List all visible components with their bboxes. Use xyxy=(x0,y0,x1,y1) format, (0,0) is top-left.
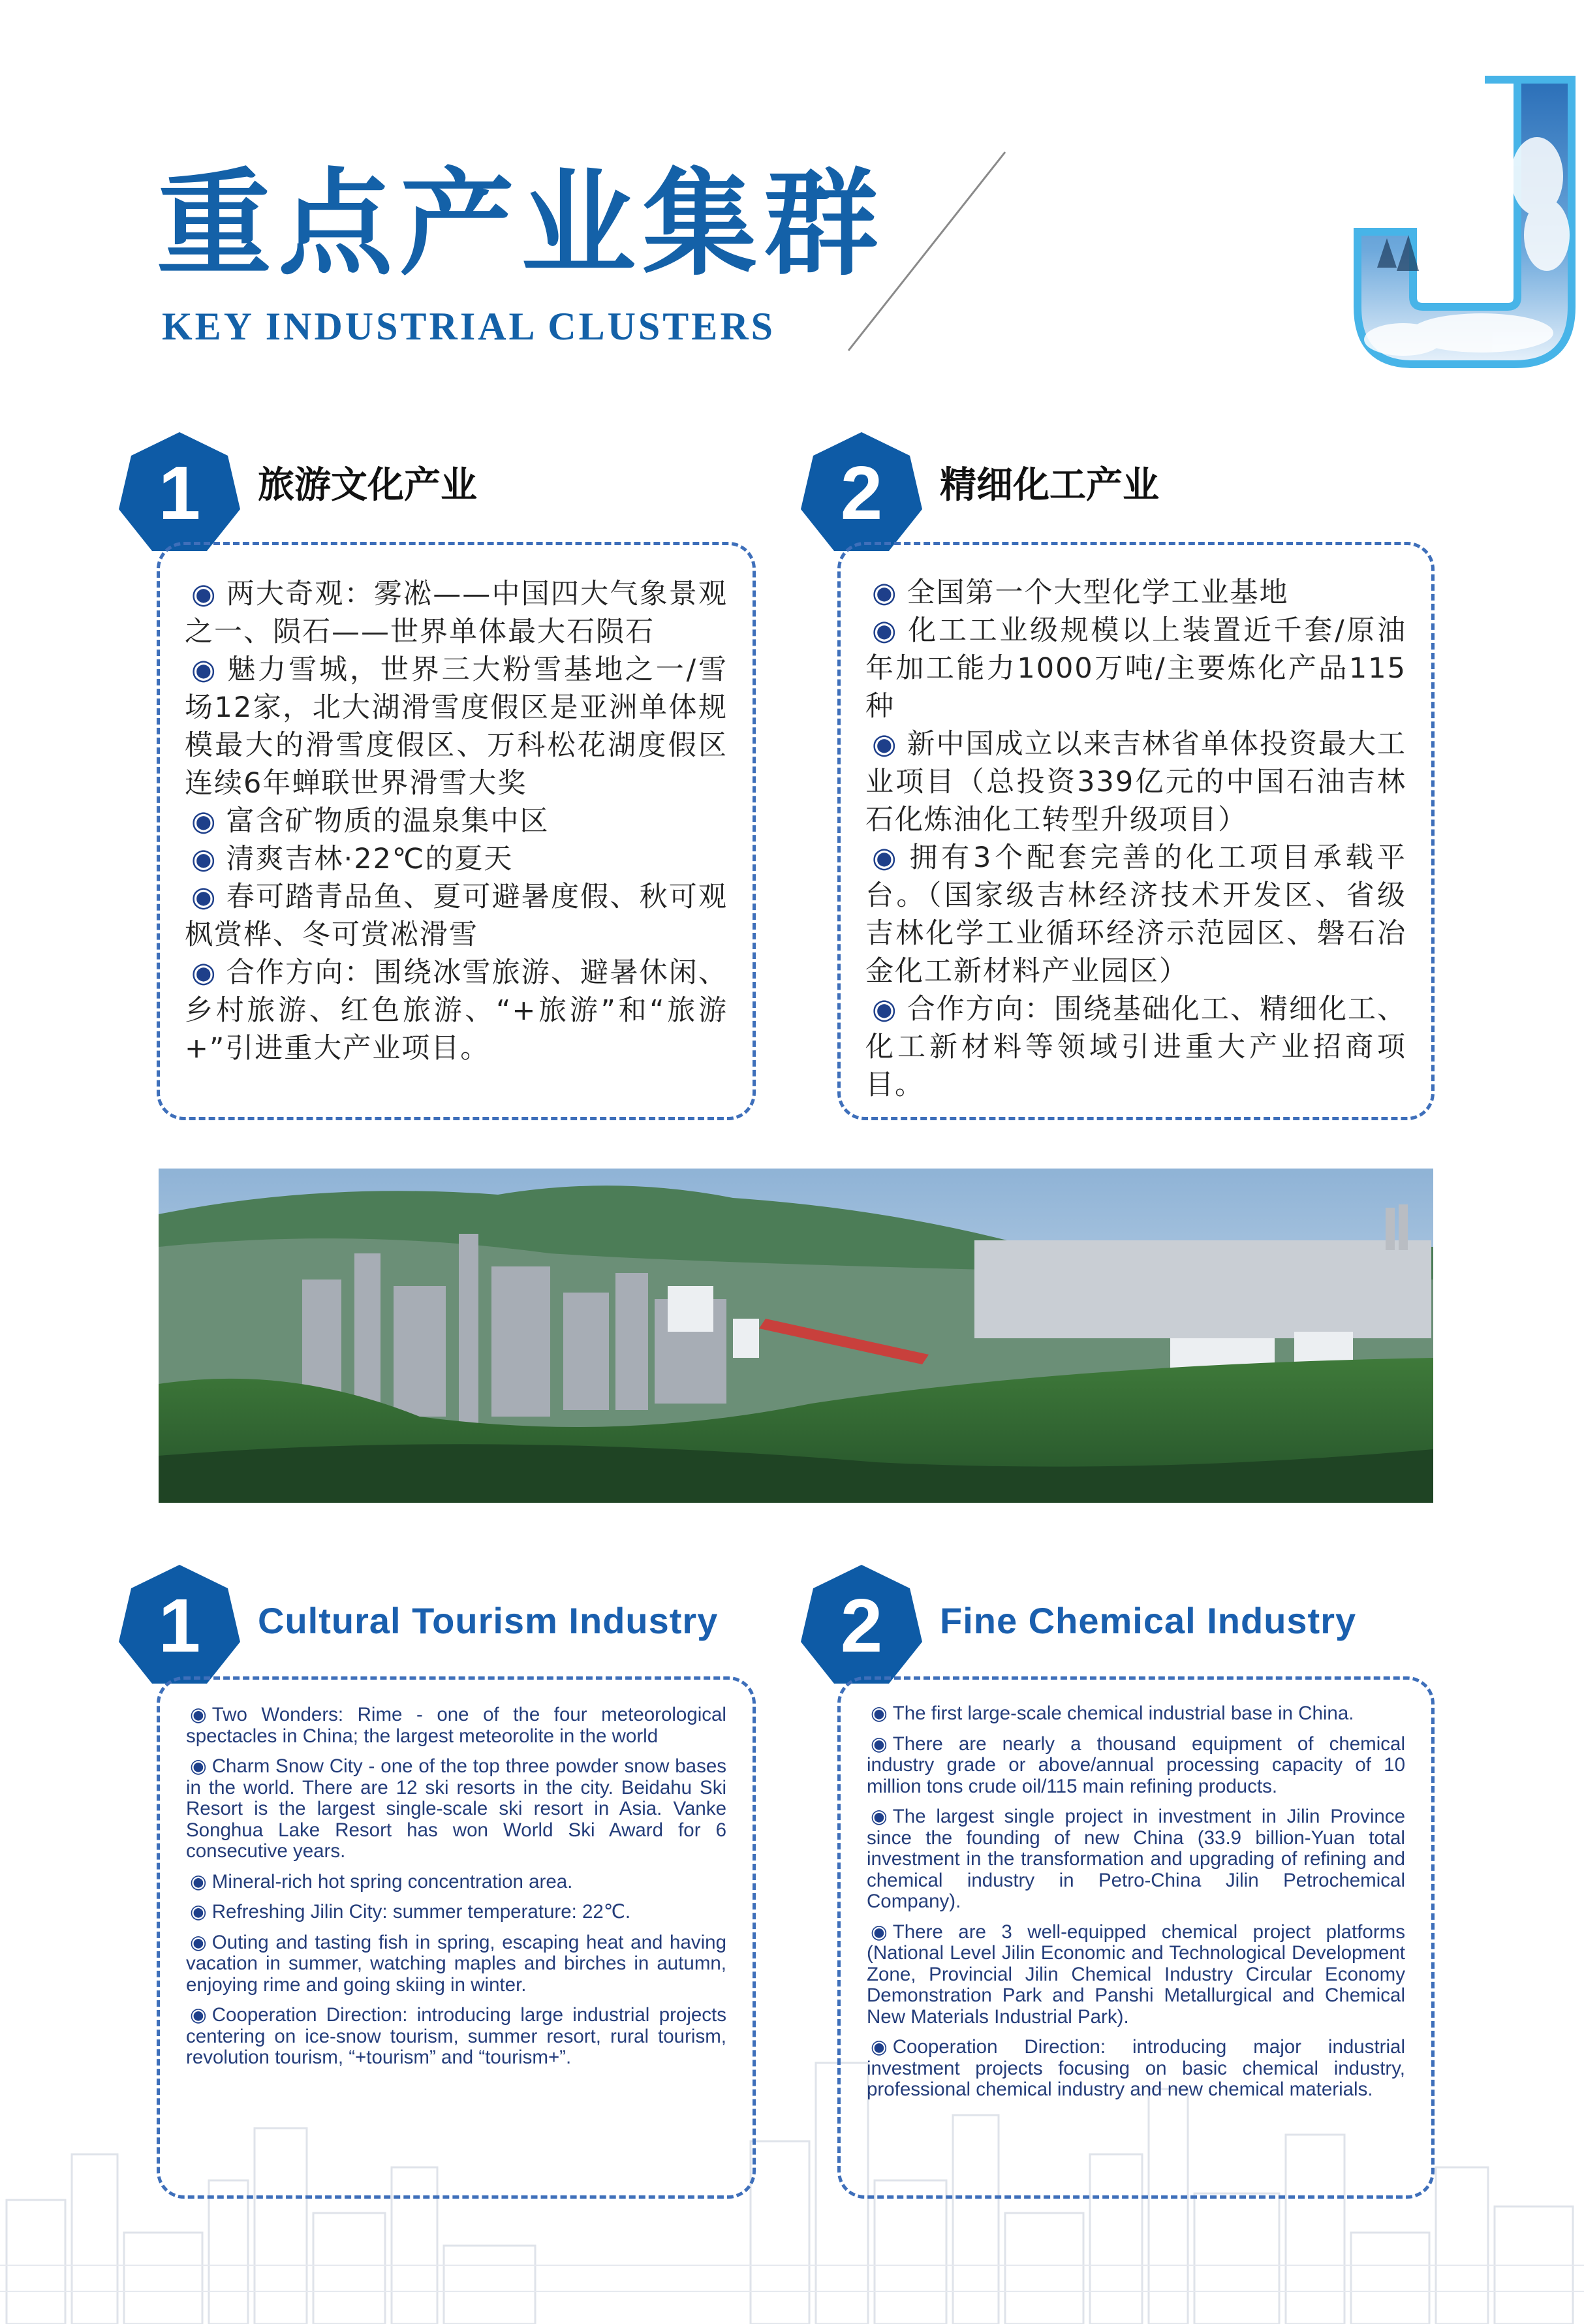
circle-bullet-icon: ◉ xyxy=(191,843,217,875)
section-number: 2 xyxy=(840,450,883,535)
list-item: ◉ Cooperation Direction: introducing major industrial investment projects focusing on basic chemical industry, professional chemical industry and new chemical materials. xyxy=(867,2036,1405,2100)
list-item: ◉ Cooperation Direction: introducing large industrial projects centering on ice-snow tourism, summer resort, rural tourism, revolution tourism, “+tourism” and “tourism+”. xyxy=(186,2004,726,2068)
list-item: ◉ There are nearly a thousand equipment of chemical industry grade or above/annual processing capacity of 10 million tons crude oil/115 main refining products. xyxy=(867,1733,1405,1797)
list-item: ◉ 化工工业级规模以上装置近千套/原油年加工能力1000万吨/主要炼化产品115种 xyxy=(865,612,1406,725)
circle-bullet-icon: ◉ xyxy=(872,614,898,647)
circle-bullet-icon: ◉ xyxy=(872,993,898,1026)
list-item: ◉ 全国第一个大型化学工业基地 xyxy=(865,574,1406,612)
list-item: ◉ 春可踏青品鱼、夏可避暑度假、秋可观枫赏桦、冬可赏凇滑雪 xyxy=(185,878,728,954)
circle-bullet-icon: ◉ xyxy=(190,1755,207,1777)
circle-bullet-icon: ◉ xyxy=(872,576,898,609)
tourism-cn-box xyxy=(157,542,756,1120)
circle-bullet-icon: ◉ xyxy=(871,1921,888,1943)
list-item: ◉ There are 3 well-equipped chemical project platforms (National Level Jilin Economic and Technological Development Zone, Provincial Jilin Chemical Industry Circular Economy Demonstration Park and Panshi Metallurgical and Chemical New Materials Industrial Park). xyxy=(867,1921,1405,2028)
circle-bullet-icon: ◉ xyxy=(191,805,217,838)
section-number: 2 xyxy=(840,1583,883,1668)
section-title: Fine Chemical Industry xyxy=(940,1600,1357,1641)
section-number: 1 xyxy=(158,1583,201,1668)
tourism-en-list xyxy=(186,1704,726,2069)
circle-bullet-icon: ◉ xyxy=(871,1806,888,1827)
section-heading-chemical-en xyxy=(800,1563,1452,1694)
circle-bullet-icon: ◉ xyxy=(191,956,217,989)
page-title-cn: 重点产业集群 xyxy=(157,156,886,291)
j-letter-snow-logo xyxy=(1351,72,1579,372)
list-item: ◉ 新中国成立以来吉林省单体投资最大工业项目（总投资339亿元的中国石油吉林石化炼油化工转型升级项目） xyxy=(865,725,1406,839)
list-item: ◉ 两大奇观：雾凇——中国四大气象景观之一、陨石——世界单体最大石陨石 xyxy=(185,575,728,651)
tourism-cn-list xyxy=(185,575,728,1067)
list-item: ◉ Charm Snow City - one of the top three powder snow bases in the world. There are 12 ski resorts in the city. Beidahu Ski Resort is the largest single-scale ski resort in Asia. Vanke Songhua Lake Resort has won World Ski Award for 6 consecutive years. xyxy=(186,1755,726,1862)
page-title-en: KEY INDUSTRIAL CLUSTERS xyxy=(162,305,776,348)
circle-bullet-icon: ◉ xyxy=(191,578,217,610)
list-item: ◉ 拥有3个配套完善的化工项目承载平台。（国家级吉林经济技术开发区、省级吉林化学工业循环经济示范园区、磐石冶金化工新材料产业园区） xyxy=(865,839,1406,990)
list-item: ◉ 清爽吉林·22℃的夏天 xyxy=(185,840,728,878)
circle-bullet-icon: ◉ xyxy=(871,2036,888,2058)
circle-bullet-icon: ◉ xyxy=(191,881,217,913)
list-item: ◉ Two Wonders: Rime - one of the four meteorological spectacles in China; the largest meteorolite in the world xyxy=(186,1704,726,1747)
list-item: ◉ The first large-scale chemical industrial base in China. xyxy=(871,1703,1354,1724)
list-item: ◉ Refreshing Jilin City: summer temperature: 22℃. xyxy=(190,1901,631,1923)
section-title: 旅游文化产业 xyxy=(258,464,477,507)
circle-bullet-icon: ◉ xyxy=(191,653,217,686)
chemical-en-box xyxy=(837,1676,1435,2199)
circle-bullet-icon: ◉ xyxy=(872,728,898,761)
circle-bullet-icon: ◉ xyxy=(871,1703,888,1724)
list-item: ◉ 合作方向：围绕冰雪旅游、避暑休闲、乡村旅游、红色旅游、“+旅游”和“旅游+”引进重大产业项目。 xyxy=(185,954,728,1067)
list-item: ◉ Outing and tasting fish in spring, escaping heat and having vacation in summer, watching maples and birches in autumn, enjoying rime and going skiing in winter. xyxy=(186,1931,726,1996)
decorative-slash-line xyxy=(842,147,1012,356)
section-title: Cultural Tourism Industry xyxy=(258,1600,719,1641)
circle-bullet-icon: ◉ xyxy=(190,2004,207,2026)
circle-bullet-icon: ◉ xyxy=(871,1733,888,1755)
list-item: ◉ 合作方向：围绕基础化工、精细化工、化工新材料等领域引进重大产业招商项目。 xyxy=(865,990,1406,1104)
petrochemical-plant-photo xyxy=(159,1169,1433,1503)
chemical-cn-box xyxy=(837,542,1435,1120)
circle-bullet-icon: ◉ xyxy=(872,841,898,874)
tourism-en-box xyxy=(157,1676,756,2199)
section-title: 精细化工产业 xyxy=(940,464,1159,507)
section-heading-tourism-en xyxy=(117,1563,770,1694)
circle-bullet-icon: ◉ xyxy=(190,1901,207,1923)
list-item: ◉ 魅力雪城，世界三大粉雪基地之一/雪场12家，北大湖滑雪度假区是亚洲单体规模最大的滑雪度假区、万科松花湖度假区连续6年蝉联世界滑雪大奖 xyxy=(185,651,728,802)
list-item: ◉ The largest single project in investment in Jilin Province since the founding of new China (33.9 billion-Yuan total investment in the transformation and upgrading of refining and chemical industry in Petro-China Jilin Petrochemical Company). xyxy=(867,1806,1405,1912)
list-item: ◉ 富含矿物质的温泉集中区 xyxy=(185,802,728,840)
chemical-en-list xyxy=(867,1703,1405,2101)
section-number: 1 xyxy=(158,450,201,535)
circle-bullet-icon: ◉ xyxy=(190,1931,207,1953)
circle-bullet-icon: ◉ xyxy=(190,1870,207,1892)
circle-bullet-icon: ◉ xyxy=(190,1704,207,1725)
list-item: ◉ Mineral-rich hot spring concentration area. xyxy=(190,1870,573,1892)
chemical-cn-list xyxy=(865,574,1406,1104)
